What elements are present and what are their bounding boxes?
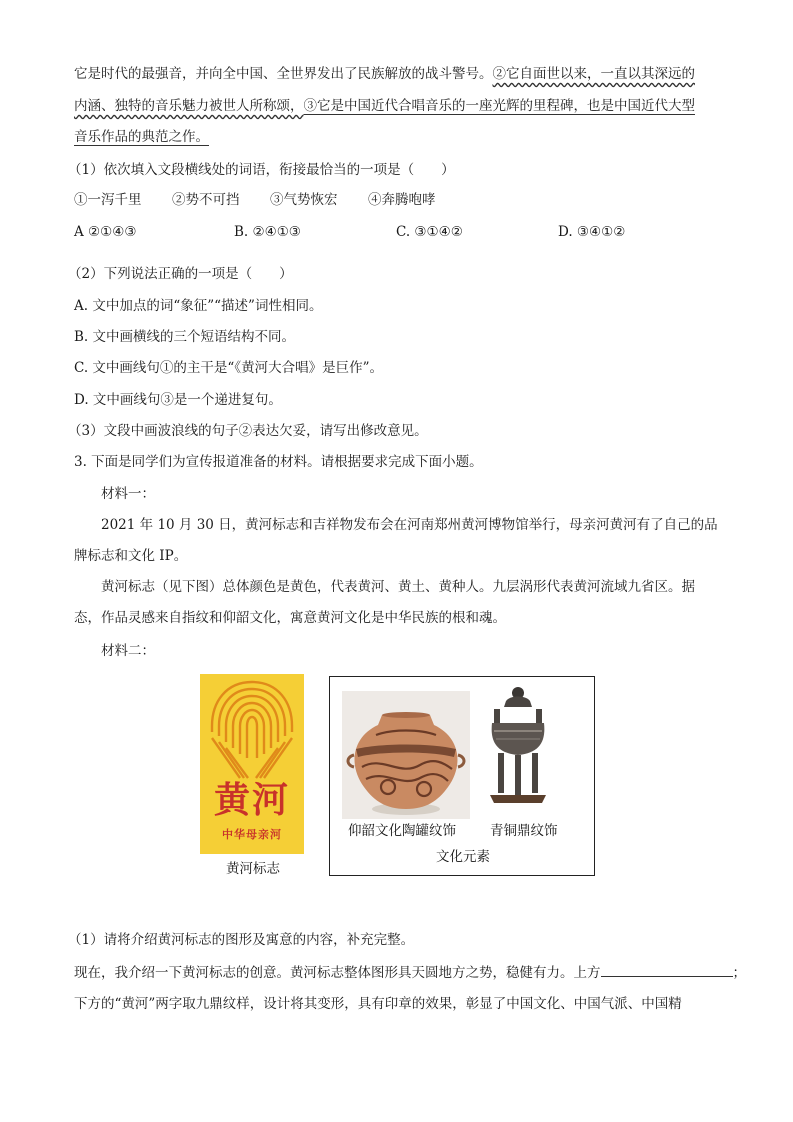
figure-caption: 文化元素	[436, 849, 490, 865]
q1-stem: （1）依次填入文段横线处的词语，衔接最恰当的一项是（ ）	[68, 162, 455, 178]
q1-words	[74, 190, 436, 210]
sub1-stem: （1）请将介绍黄河标志的图形及寓意的内容，补充完整。	[68, 932, 415, 948]
q2-option-d: D. 文中画线句③是一个递进复句。	[74, 392, 282, 408]
word-1: ①一泻千里	[74, 192, 142, 208]
word-2: ②势不可挡	[172, 192, 240, 208]
material-1-para-1-cont: 牌标志和文化 IP。	[74, 548, 188, 564]
material-1-para-2-cont: 态，作品灵感来自指纹和仰韶文化，寓意黄河文化是中华民族的根和魂。	[74, 610, 506, 626]
sub1-text: 现在，我介绍一下黄河标志的创意。黄河标志整体图形具天圆地方之势，稳健有力。上方	[74, 965, 601, 981]
passage-line-2	[74, 96, 695, 116]
yellow-river-logo	[200, 674, 304, 854]
sub1-semicolon: ；	[732, 965, 746, 981]
underlined-sentence-3-cont: 音乐作品的典范之作。	[74, 129, 209, 145]
pottery-jar-image	[342, 691, 470, 819]
wavy-sentence-2-cont: 内涵、独特的音乐魅力被世人所称颂，	[74, 98, 304, 114]
bronze-caption: 青铜鼎纹饰	[490, 823, 558, 839]
culture-elements-figure	[329, 676, 595, 876]
sub1-line-1	[74, 962, 746, 983]
answer-blank[interactable]	[601, 962, 733, 977]
logo-sub-text: 中华母亲河	[222, 828, 282, 841]
choice-c: C. ③①④②	[396, 224, 463, 240]
passage-line-3	[74, 127, 209, 147]
q1-choices	[74, 222, 625, 242]
material-1-title: 材料一：	[101, 486, 155, 502]
material-1-para-1: 2021 年 10 月 30 日，黄河标志和吉祥物发布会在河南郑州黄河博物馆举行，母亲河黄河有了自己的品	[101, 517, 718, 533]
word-4: ④奔腾咆哮	[368, 192, 436, 208]
material-1-para-2: 黄河标志（见下图）总体颜色是黄色，代表黄河、黄土、黄种人。九层涡形代表黄河流域九省区。据	[101, 579, 695, 595]
logo-main-text: 黄河	[213, 780, 290, 821]
choice-a: A ②①④③	[74, 224, 137, 240]
underlined-sentence-3: ③它是中国近代合唱音乐的一座光辉的里程碑，也是中国近代大型	[303, 98, 695, 114]
material-2-title: 材料二：	[101, 643, 155, 659]
q2-option-c: C. 文中画线句①的主干是“《黄河大合唱》是巨作”。	[74, 360, 383, 376]
bronze-ding-image	[480, 683, 556, 813]
choice-d: D. ③④①②	[558, 224, 626, 240]
passage-line-1	[74, 64, 695, 84]
passage-sentence: 它是时代的最强音，并向全中国、全世界发出了民族解放的战斗警号。	[74, 66, 493, 82]
pottery-caption: 仰韶文化陶罐纹饰	[348, 823, 456, 839]
logo-caption: 黄河标志	[226, 861, 280, 877]
q3-stem: （3）文段中画波浪线的句子②表达欠妥，请写出修改意见。	[68, 423, 428, 439]
q2-stem: （2）下列说法正确的一项是（ ）	[68, 266, 293, 282]
wavy-sentence-2: ②它自面世以来，一直以其深远的	[492, 66, 695, 82]
q2-option-a: A. 文中加点的词“象征”“描述”词性相同。	[74, 298, 323, 314]
section3-stem: 3. 下面是同学们为宣传报道准备的材料。请根据要求完成下面小题。	[74, 454, 483, 470]
sub1-line-2: 下方的“黄河”两字取九鼎纹样，设计将其变形，具有印章的效果，彰显了中国文化、中国气派、中国精	[74, 996, 682, 1012]
q2-option-b: B. 文中画横线的三个短语结构不同。	[74, 329, 296, 345]
word-3: ③气势恢宏	[270, 192, 338, 208]
choice-b: B. ②④①③	[234, 224, 301, 240]
